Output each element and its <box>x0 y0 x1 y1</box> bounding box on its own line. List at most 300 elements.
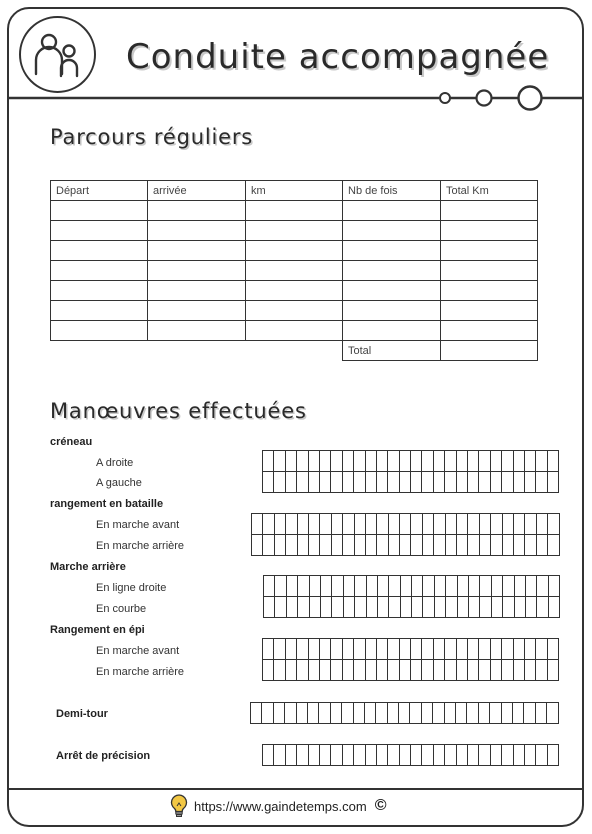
tally-box[interactable] <box>524 745 535 766</box>
tally-box[interactable] <box>377 597 388 618</box>
tally-box[interactable] <box>273 703 284 724</box>
tally-box[interactable] <box>479 745 490 766</box>
tally-box[interactable] <box>400 535 411 556</box>
tally-box[interactable] <box>343 597 354 618</box>
tally-box[interactable] <box>331 639 342 660</box>
tally-box[interactable] <box>365 451 376 472</box>
tally-box[interactable] <box>434 597 445 618</box>
tally-box[interactable] <box>274 535 285 556</box>
tally-box[interactable] <box>433 660 444 681</box>
tally-box[interactable] <box>342 472 353 493</box>
tally-box[interactable] <box>513 535 524 556</box>
tally-box[interactable] <box>547 639 558 660</box>
tally-box[interactable] <box>524 660 535 681</box>
tally-box[interactable] <box>400 514 411 535</box>
tally-box[interactable] <box>502 451 513 472</box>
tally-box[interactable] <box>365 745 376 766</box>
tally-box[interactable] <box>331 745 342 766</box>
tally-box[interactable] <box>342 451 353 472</box>
tally-box[interactable] <box>263 472 274 493</box>
tally-box[interactable] <box>308 535 319 556</box>
tally-box[interactable] <box>502 472 513 493</box>
tally-box[interactable] <box>263 660 274 681</box>
tally-box[interactable] <box>286 514 297 535</box>
tally-box[interactable] <box>297 451 308 472</box>
tally-box[interactable] <box>536 745 547 766</box>
tally-box[interactable] <box>456 451 467 472</box>
tally-box[interactable] <box>399 660 410 681</box>
tally-box[interactable] <box>377 535 388 556</box>
tally-box[interactable] <box>535 703 546 724</box>
tally-box[interactable] <box>285 472 296 493</box>
tally-box[interactable] <box>536 451 547 472</box>
tally-box[interactable] <box>547 472 558 493</box>
tally-box[interactable] <box>319 745 330 766</box>
tally-box[interactable] <box>331 514 342 535</box>
tally-box[interactable] <box>308 639 319 660</box>
tally-box[interactable] <box>468 514 479 535</box>
tally-box[interactable] <box>388 451 399 472</box>
tally-box[interactable] <box>388 514 399 535</box>
tally-box[interactable] <box>502 639 513 660</box>
tally-box[interactable] <box>513 451 524 472</box>
tally-box[interactable] <box>263 451 274 472</box>
tally-box[interactable] <box>366 576 377 597</box>
maneuver-label: En marche avant <box>96 645 180 657</box>
tally-box[interactable] <box>286 597 297 618</box>
tally-box[interactable] <box>355 597 366 618</box>
tally-box[interactable] <box>376 703 387 724</box>
tally-box[interactable] <box>274 451 285 472</box>
tally-box[interactable] <box>469 597 480 618</box>
tally-box[interactable] <box>285 703 296 724</box>
tally-box[interactable] <box>468 451 479 472</box>
tally-box[interactable] <box>469 576 480 597</box>
tally-box[interactable] <box>422 451 433 472</box>
tally-box[interactable] <box>376 745 387 766</box>
tally-box[interactable] <box>421 703 432 724</box>
tally-box[interactable] <box>332 576 343 597</box>
tally-box[interactable] <box>376 639 387 660</box>
tally-grid[interactable] <box>262 744 559 766</box>
tally-box[interactable] <box>389 597 400 618</box>
tally-box[interactable] <box>536 660 547 681</box>
tally-box[interactable] <box>411 660 422 681</box>
tally-grid[interactable] <box>251 513 560 556</box>
tally-box[interactable] <box>548 597 559 618</box>
tally-box[interactable] <box>354 472 365 493</box>
tally-box[interactable] <box>479 660 490 681</box>
tally-box[interactable] <box>354 535 365 556</box>
tally-box[interactable] <box>434 514 445 535</box>
tally-box[interactable] <box>342 660 353 681</box>
maneuver-label: En courbe <box>96 603 147 615</box>
tally-box[interactable] <box>490 451 501 472</box>
tally-box[interactable] <box>467 703 478 724</box>
tally-box[interactable] <box>319 451 330 472</box>
tally-grid[interactable] <box>262 638 559 681</box>
tally-box[interactable] <box>513 745 524 766</box>
tally-box[interactable] <box>411 639 422 660</box>
tally-box[interactable] <box>525 597 536 618</box>
tally-box[interactable] <box>479 514 490 535</box>
tally-box[interactable] <box>433 472 444 493</box>
tally-box[interactable] <box>387 703 398 724</box>
tally-box[interactable] <box>536 535 547 556</box>
tally-box[interactable] <box>445 660 456 681</box>
tally-box[interactable] <box>524 639 535 660</box>
tally-box[interactable] <box>411 514 422 535</box>
tally-box[interactable] <box>353 703 364 724</box>
tally-box[interactable] <box>446 597 457 618</box>
tally-box[interactable] <box>365 514 376 535</box>
tally-box[interactable] <box>297 472 308 493</box>
tally-box[interactable] <box>342 703 353 724</box>
tally-box[interactable] <box>457 597 468 618</box>
tally-box[interactable] <box>400 576 411 597</box>
tally-box[interactable] <box>320 576 331 597</box>
tally-row[interactable] <box>264 597 560 618</box>
tally-box[interactable] <box>468 472 479 493</box>
tally-box[interactable] <box>491 535 502 556</box>
tally-box[interactable] <box>457 576 468 597</box>
maneuver-label: En marche avant <box>96 519 180 531</box>
tally-box[interactable] <box>422 639 433 660</box>
tally-box[interactable] <box>501 703 512 724</box>
tally-box[interactable] <box>423 597 434 618</box>
tally-box[interactable] <box>309 597 320 618</box>
tally-row[interactable] <box>263 745 559 766</box>
tally-box[interactable] <box>388 472 399 493</box>
tally-box[interactable] <box>297 514 308 535</box>
tally-box[interactable] <box>331 535 342 556</box>
tally-box[interactable] <box>547 703 558 724</box>
tally-box[interactable] <box>513 639 524 660</box>
tally-box[interactable] <box>354 514 365 535</box>
tally-box[interactable] <box>388 745 399 766</box>
tally-box[interactable] <box>456 639 467 660</box>
tally-box[interactable] <box>491 514 502 535</box>
total-row <box>51 341 538 361</box>
tally-box[interactable] <box>411 451 422 472</box>
tally-box[interactable] <box>480 576 491 597</box>
tally-box[interactable] <box>297 639 308 660</box>
tally-box[interactable] <box>456 745 467 766</box>
tally-box[interactable] <box>412 576 423 597</box>
tally-box[interactable] <box>275 576 286 597</box>
tally-box[interactable] <box>296 703 307 724</box>
tally-box[interactable] <box>285 660 296 681</box>
tally-box[interactable] <box>456 660 467 681</box>
tally-box[interactable] <box>422 745 433 766</box>
tally-row[interactable] <box>263 660 559 681</box>
tally-box[interactable] <box>468 639 479 660</box>
tally-box[interactable] <box>331 472 342 493</box>
tally-box[interactable] <box>389 576 400 597</box>
tally-box[interactable] <box>457 514 468 535</box>
table-row[interactable] <box>51 321 538 341</box>
tally-box[interactable] <box>399 745 410 766</box>
tally-box[interactable] <box>365 639 376 660</box>
tally-box[interactable] <box>490 703 501 724</box>
tally-box[interactable] <box>365 660 376 681</box>
footer-divider <box>7 788 584 790</box>
tally-box[interactable] <box>468 745 479 766</box>
tally-box[interactable] <box>536 639 547 660</box>
tally-box[interactable] <box>525 514 536 535</box>
tally-box[interactable] <box>456 472 467 493</box>
tally-box[interactable] <box>524 703 535 724</box>
tally-box[interactable] <box>433 745 444 766</box>
tally-box[interactable] <box>422 514 433 535</box>
tally-box[interactable] <box>490 660 501 681</box>
tally-box[interactable] <box>251 703 262 724</box>
tally-box[interactable] <box>308 472 319 493</box>
tally-box[interactable] <box>274 639 285 660</box>
tally-box[interactable] <box>274 472 285 493</box>
routes-table <box>50 180 538 361</box>
tally-box[interactable] <box>524 472 535 493</box>
tally-box[interactable] <box>399 472 410 493</box>
page-title: Conduite accompagnée <box>126 37 550 77</box>
category-label-bataille: rangement en bataille <box>50 498 164 510</box>
tally-box[interactable] <box>513 514 524 535</box>
tally-box[interactable] <box>320 535 331 556</box>
tally-box[interactable] <box>502 514 513 535</box>
tally-box[interactable] <box>412 597 423 618</box>
tally-box[interactable] <box>388 660 399 681</box>
tally-box[interactable] <box>263 639 274 660</box>
tally-box[interactable] <box>343 514 354 535</box>
tally-box[interactable] <box>490 745 501 766</box>
table-row[interactable] <box>51 221 538 241</box>
tally-box[interactable] <box>456 703 467 724</box>
tally-box[interactable] <box>264 597 275 618</box>
tally-box[interactable] <box>274 745 285 766</box>
tally-box[interactable] <box>365 472 376 493</box>
tally-box[interactable] <box>503 597 514 618</box>
table-row[interactable] <box>51 201 538 221</box>
tally-box[interactable] <box>434 535 445 556</box>
tally-box[interactable] <box>376 472 387 493</box>
tally-box[interactable] <box>319 472 330 493</box>
tally-box[interactable] <box>400 597 411 618</box>
tally-box[interactable] <box>388 639 399 660</box>
tally-box[interactable] <box>342 745 353 766</box>
tally-row[interactable] <box>252 535 560 556</box>
tally-box[interactable] <box>502 745 513 766</box>
tally-box[interactable] <box>365 535 376 556</box>
tally-box[interactable] <box>342 639 353 660</box>
tally-box[interactable] <box>514 576 525 597</box>
tally-box[interactable] <box>354 639 365 660</box>
tally-box[interactable] <box>478 703 489 724</box>
tally-row[interactable] <box>263 451 559 472</box>
tally-box[interactable] <box>264 576 275 597</box>
tally-box[interactable] <box>308 514 319 535</box>
tally-box[interactable] <box>297 660 308 681</box>
tally-box[interactable] <box>512 703 523 724</box>
tally-box[interactable] <box>446 576 457 597</box>
tally-box[interactable] <box>308 660 319 681</box>
tally-box[interactable] <box>411 535 422 556</box>
footer-url[interactable]: https://www.gaindetemps.com <box>194 798 367 814</box>
tally-box[interactable] <box>252 514 263 535</box>
tally-box[interactable] <box>547 451 558 472</box>
tally-box[interactable] <box>263 514 274 535</box>
tally-box[interactable] <box>457 535 468 556</box>
tally-box[interactable] <box>354 660 365 681</box>
tally-box[interactable] <box>536 514 547 535</box>
tally-box[interactable] <box>252 535 263 556</box>
tally-box[interactable] <box>547 745 558 766</box>
tally-box[interactable] <box>445 514 456 535</box>
tally-box[interactable] <box>399 703 410 724</box>
table-row[interactable] <box>51 241 538 261</box>
tally-box[interactable] <box>319 639 330 660</box>
tally-box[interactable] <box>502 535 513 556</box>
tally-box[interactable] <box>319 660 330 681</box>
tally-box[interactable] <box>480 597 491 618</box>
tally-box[interactable] <box>525 535 536 556</box>
tally-box[interactable] <box>309 576 320 597</box>
tally-box[interactable] <box>354 451 365 472</box>
tally-box[interactable] <box>445 451 456 472</box>
tally-grid[interactable] <box>263 575 560 618</box>
tally-box[interactable] <box>297 535 308 556</box>
tally-box[interactable] <box>411 745 422 766</box>
tally-row[interactable] <box>252 514 560 535</box>
tally-box[interactable] <box>262 703 273 724</box>
tally-box[interactable] <box>479 535 490 556</box>
tally-box[interactable] <box>513 660 524 681</box>
tally-grid[interactable] <box>250 702 559 724</box>
tally-box[interactable] <box>331 451 342 472</box>
table-row[interactable] <box>51 281 538 301</box>
tally-box[interactable] <box>274 660 285 681</box>
tally-box[interactable] <box>298 576 309 597</box>
tally-box[interactable] <box>537 597 548 618</box>
tally-box[interactable] <box>285 451 296 472</box>
tally-box[interactable] <box>308 745 319 766</box>
tally-box[interactable] <box>525 576 536 597</box>
table-row[interactable] <box>51 301 538 321</box>
tally-box[interactable] <box>479 451 490 472</box>
tally-box[interactable] <box>366 597 377 618</box>
tally-box[interactable] <box>433 639 444 660</box>
tally-box[interactable] <box>355 576 366 597</box>
tally-box[interactable] <box>468 660 479 681</box>
tally-box[interactable] <box>286 576 297 597</box>
tally-box[interactable] <box>468 535 479 556</box>
tally-box[interactable] <box>444 703 455 724</box>
tally-box[interactable] <box>377 576 388 597</box>
tally-row[interactable] <box>263 639 559 660</box>
tally-box[interactable] <box>399 451 410 472</box>
tally-box[interactable] <box>524 451 535 472</box>
tally-box[interactable] <box>410 703 421 724</box>
footer <box>170 794 387 818</box>
tally-box[interactable] <box>286 535 297 556</box>
tally-box[interactable] <box>275 597 286 618</box>
total-value-cell[interactable] <box>441 341 538 361</box>
tally-box[interactable] <box>274 514 285 535</box>
tally-row[interactable] <box>264 576 560 597</box>
tally-box[interactable] <box>263 535 274 556</box>
tally-box[interactable] <box>330 703 341 724</box>
tally-box[interactable] <box>364 703 375 724</box>
tally-box[interactable] <box>343 576 354 597</box>
tally-box[interactable] <box>445 639 456 660</box>
tally-box[interactable] <box>537 576 548 597</box>
tally-box[interactable] <box>320 597 331 618</box>
tally-row[interactable] <box>263 472 559 493</box>
tally-box[interactable] <box>422 535 433 556</box>
tally-box[interactable] <box>308 451 319 472</box>
tally-grid[interactable] <box>262 450 559 493</box>
tally-box[interactable] <box>343 535 354 556</box>
tally-box[interactable] <box>490 639 501 660</box>
tally-box[interactable] <box>536 472 547 493</box>
tally-box[interactable] <box>548 576 559 597</box>
tally-box[interactable] <box>423 576 434 597</box>
tally-box[interactable] <box>445 745 456 766</box>
tally-box[interactable] <box>548 514 559 535</box>
tally-box[interactable] <box>479 472 490 493</box>
tally-box[interactable] <box>479 639 490 660</box>
tally-box[interactable] <box>422 472 433 493</box>
tally-box[interactable] <box>433 451 444 472</box>
tally-box[interactable] <box>422 660 433 681</box>
tally-box[interactable] <box>445 472 456 493</box>
tally-box[interactable] <box>548 535 559 556</box>
tally-row[interactable] <box>251 703 559 724</box>
tally-box[interactable] <box>547 660 558 681</box>
tally-box[interactable] <box>332 597 343 618</box>
tally-box[interactable] <box>320 514 331 535</box>
tally-box[interactable] <box>491 597 502 618</box>
tally-box[interactable] <box>263 745 274 766</box>
tally-box[interactable] <box>285 639 296 660</box>
tally-box[interactable] <box>377 514 388 535</box>
tally-box[interactable] <box>376 660 387 681</box>
tally-box[interactable] <box>388 535 399 556</box>
category-label-demi-tour: Demi-tour <box>56 708 108 720</box>
tally-box[interactable] <box>319 703 330 724</box>
tally-box[interactable] <box>503 576 514 597</box>
table-row[interactable] <box>51 261 538 281</box>
tally-box[interactable] <box>491 576 502 597</box>
tally-box[interactable] <box>285 745 296 766</box>
section-heading-maneuvers: Manœuvres effectuées <box>50 399 307 423</box>
tally-box[interactable] <box>513 472 524 493</box>
tally-box[interactable] <box>399 639 410 660</box>
column-header: km <box>246 181 343 201</box>
tally-box[interactable] <box>434 576 445 597</box>
tally-box[interactable] <box>354 745 365 766</box>
tally-box[interactable] <box>297 745 308 766</box>
tally-box[interactable] <box>445 535 456 556</box>
tally-box[interactable] <box>411 472 422 493</box>
tally-box[interactable] <box>490 472 501 493</box>
tally-box[interactable] <box>514 597 525 618</box>
tally-box[interactable] <box>298 597 309 618</box>
tally-box[interactable] <box>502 660 513 681</box>
tally-box[interactable] <box>433 703 444 724</box>
tally-box[interactable] <box>376 451 387 472</box>
tally-box[interactable] <box>307 703 318 724</box>
tally-box[interactable] <box>331 660 342 681</box>
